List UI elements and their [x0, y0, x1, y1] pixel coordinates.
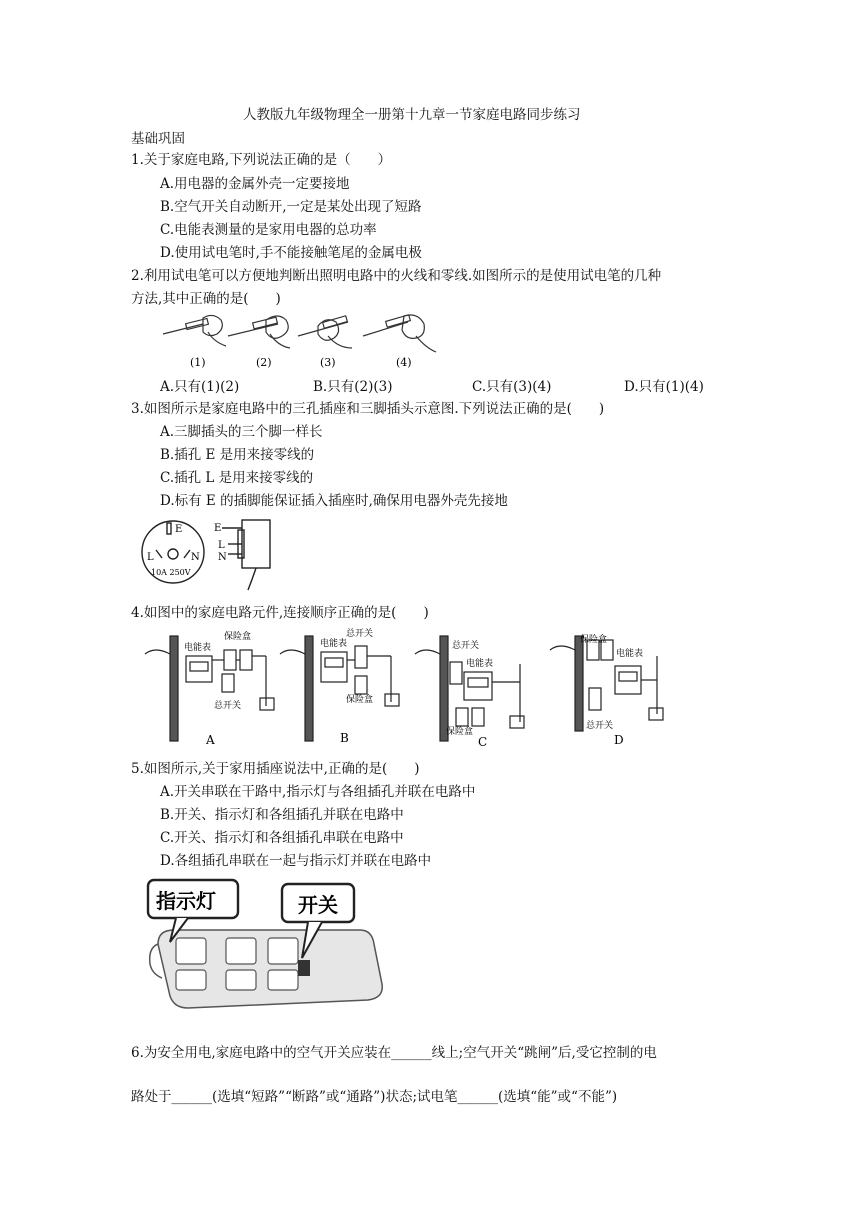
plug-label-l: L	[218, 540, 225, 551]
q2-fig-label-1: (1)	[190, 356, 206, 369]
q2-fig-label-2: (2)	[256, 356, 272, 369]
switch-button	[298, 960, 310, 976]
q4-stem: 4.如图中的家庭电路元件,连接顺序正确的是( )	[131, 605, 429, 621]
q1-option-d: D.使用试电笔时,手不能接触笔尾的金属电极	[160, 245, 422, 261]
panel-a-label-switch: 总开关	[214, 701, 242, 711]
plug-label-n: N	[218, 552, 227, 563]
socket-hole-l	[156, 550, 162, 558]
panel-b-label-meter: 电能表	[320, 639, 348, 649]
q5-power-strip-figure	[136, 874, 386, 1010]
socket-group-3-bottom	[268, 970, 298, 990]
q2-option-b: B.只有(2)(3)	[313, 379, 393, 395]
q5-option-d: D.各组插孔串联在一起与指示灯并联在电路中	[160, 853, 432, 869]
q3-option-b: B.插孔 E 是用来接零线的	[160, 447, 315, 463]
panel-b-label-switch: 总开关	[346, 629, 374, 639]
socket-group-3-top	[268, 938, 298, 964]
q1-option-a: A.用电器的金属外壳一定要接地	[160, 176, 350, 192]
socket-group-1-bottom	[176, 970, 206, 990]
q5-option-b: B.开关、指示灯和各组插孔并联在电路中	[160, 807, 404, 823]
q3-option-c: C.插孔 L 是用来接零线的	[160, 470, 314, 486]
page-title: 人教版九年级物理全一册第十九章一节家庭电路同步练习	[243, 107, 581, 123]
q1-option-b: B.空气开关自动断开,一定是某处出现了短路	[160, 199, 422, 215]
q3-option-d: D.标有 E 的插脚能保证插入插座时,确保用电器外壳先接地	[160, 493, 508, 509]
socket-label-n: N	[191, 552, 200, 563]
socket-rating: 10A 250V	[151, 568, 191, 577]
panel-d-drawing	[550, 636, 663, 731]
q2-option-d: D.只有(1)(4)	[624, 379, 704, 395]
q2-fig-label-3: (3)	[320, 356, 336, 369]
q3-option-a: A.三脚插头的三个脚一样长	[160, 424, 323, 440]
panel-d-label-meter: 电能表	[616, 649, 644, 659]
q5-option-c: C.开关、指示灯和各组插孔串联在电路中	[160, 830, 404, 846]
q6-line2: 路处于______(选填“短路”“断路”或“通路”)状态;试电笔______(选填“能”或“不能”)	[131, 1089, 618, 1105]
panel-c-drawing	[415, 636, 524, 741]
test-pen-2-drawing	[228, 316, 290, 348]
panel-c-label-meter: 电能表	[466, 659, 494, 669]
socket-group-2-top	[226, 938, 256, 964]
q4-circuit-figure	[140, 626, 680, 752]
panel-a-letter: A	[206, 733, 215, 747]
panel-c-label-switch: 总开关	[452, 641, 480, 651]
panel-d-label-fuse: 保险盒	[580, 635, 608, 645]
plug-body	[242, 520, 270, 568]
q2-fig-label-4: (4)	[396, 356, 412, 369]
q2-stem-line1: 2.利用试电笔可以方便地判断出照明电路中的火线和零线.如图所示的是使用试电笔的几种	[131, 268, 662, 284]
panel-d-label-switch: 总开关	[586, 721, 614, 731]
panel-b-label-fuse: 保险盒	[346, 695, 374, 705]
switch-label: 开关	[298, 893, 338, 917]
section-heading: 基础巩固	[131, 131, 185, 147]
q2-stem-line2: 方法,其中正确的是( )	[131, 291, 281, 307]
panel-b-letter: B	[340, 731, 349, 745]
q1-option-c: C.电能表测量的是家用电器的总功率	[160, 222, 377, 238]
q5-stem: 5.如图所示,关于家用插座说法中,正确的是( )	[131, 761, 420, 777]
test-pen-1-drawing	[163, 315, 226, 346]
panel-a-label-fuse: 保险盒	[224, 632, 252, 642]
socket-label-l: L	[147, 552, 154, 563]
socket-label-e: E	[175, 524, 183, 535]
test-pen-4-drawing	[363, 315, 436, 352]
panel-d-letter: D	[614, 733, 624, 747]
panel-a-label-meter: 电能表	[184, 643, 212, 653]
socket-group-2-bottom	[226, 970, 256, 990]
q5-option-a: A.开关串联在干路中,指示灯与各组插孔并联在电路中	[160, 784, 476, 800]
panel-b-drawing	[280, 636, 399, 741]
q3-stem: 3.如图所示是家庭电路中的三孔插座和三脚插头示意图.下列说法正确的是( )	[131, 401, 605, 417]
q2-option-c: C.只有(3)(4)	[472, 379, 552, 395]
q1-stem: 1.关于家庭电路,下列说法正确的是（ ）	[131, 152, 392, 168]
panel-c-label-fuse: 保险盒	[446, 727, 474, 737]
plug-label-e: E	[214, 523, 222, 534]
q3-socket-plug-figure	[138, 512, 278, 592]
socket-group-1-top	[176, 938, 206, 964]
socket-hole-e	[167, 523, 171, 534]
q2-test-pen-figure	[158, 306, 443, 374]
q2-option-a: A.只有(1)(2)	[160, 379, 240, 395]
indicator-label: 指示灯	[156, 889, 216, 913]
socket-hole-n	[184, 550, 190, 558]
panel-c-letter: C	[478, 735, 488, 749]
q6-line1: 6.为安全用电,家庭电路中的空气开关应装在______线上;空气开关“跳闸”后,受它控制的电	[131, 1045, 657, 1061]
test-pen-3-drawing	[298, 316, 352, 348]
